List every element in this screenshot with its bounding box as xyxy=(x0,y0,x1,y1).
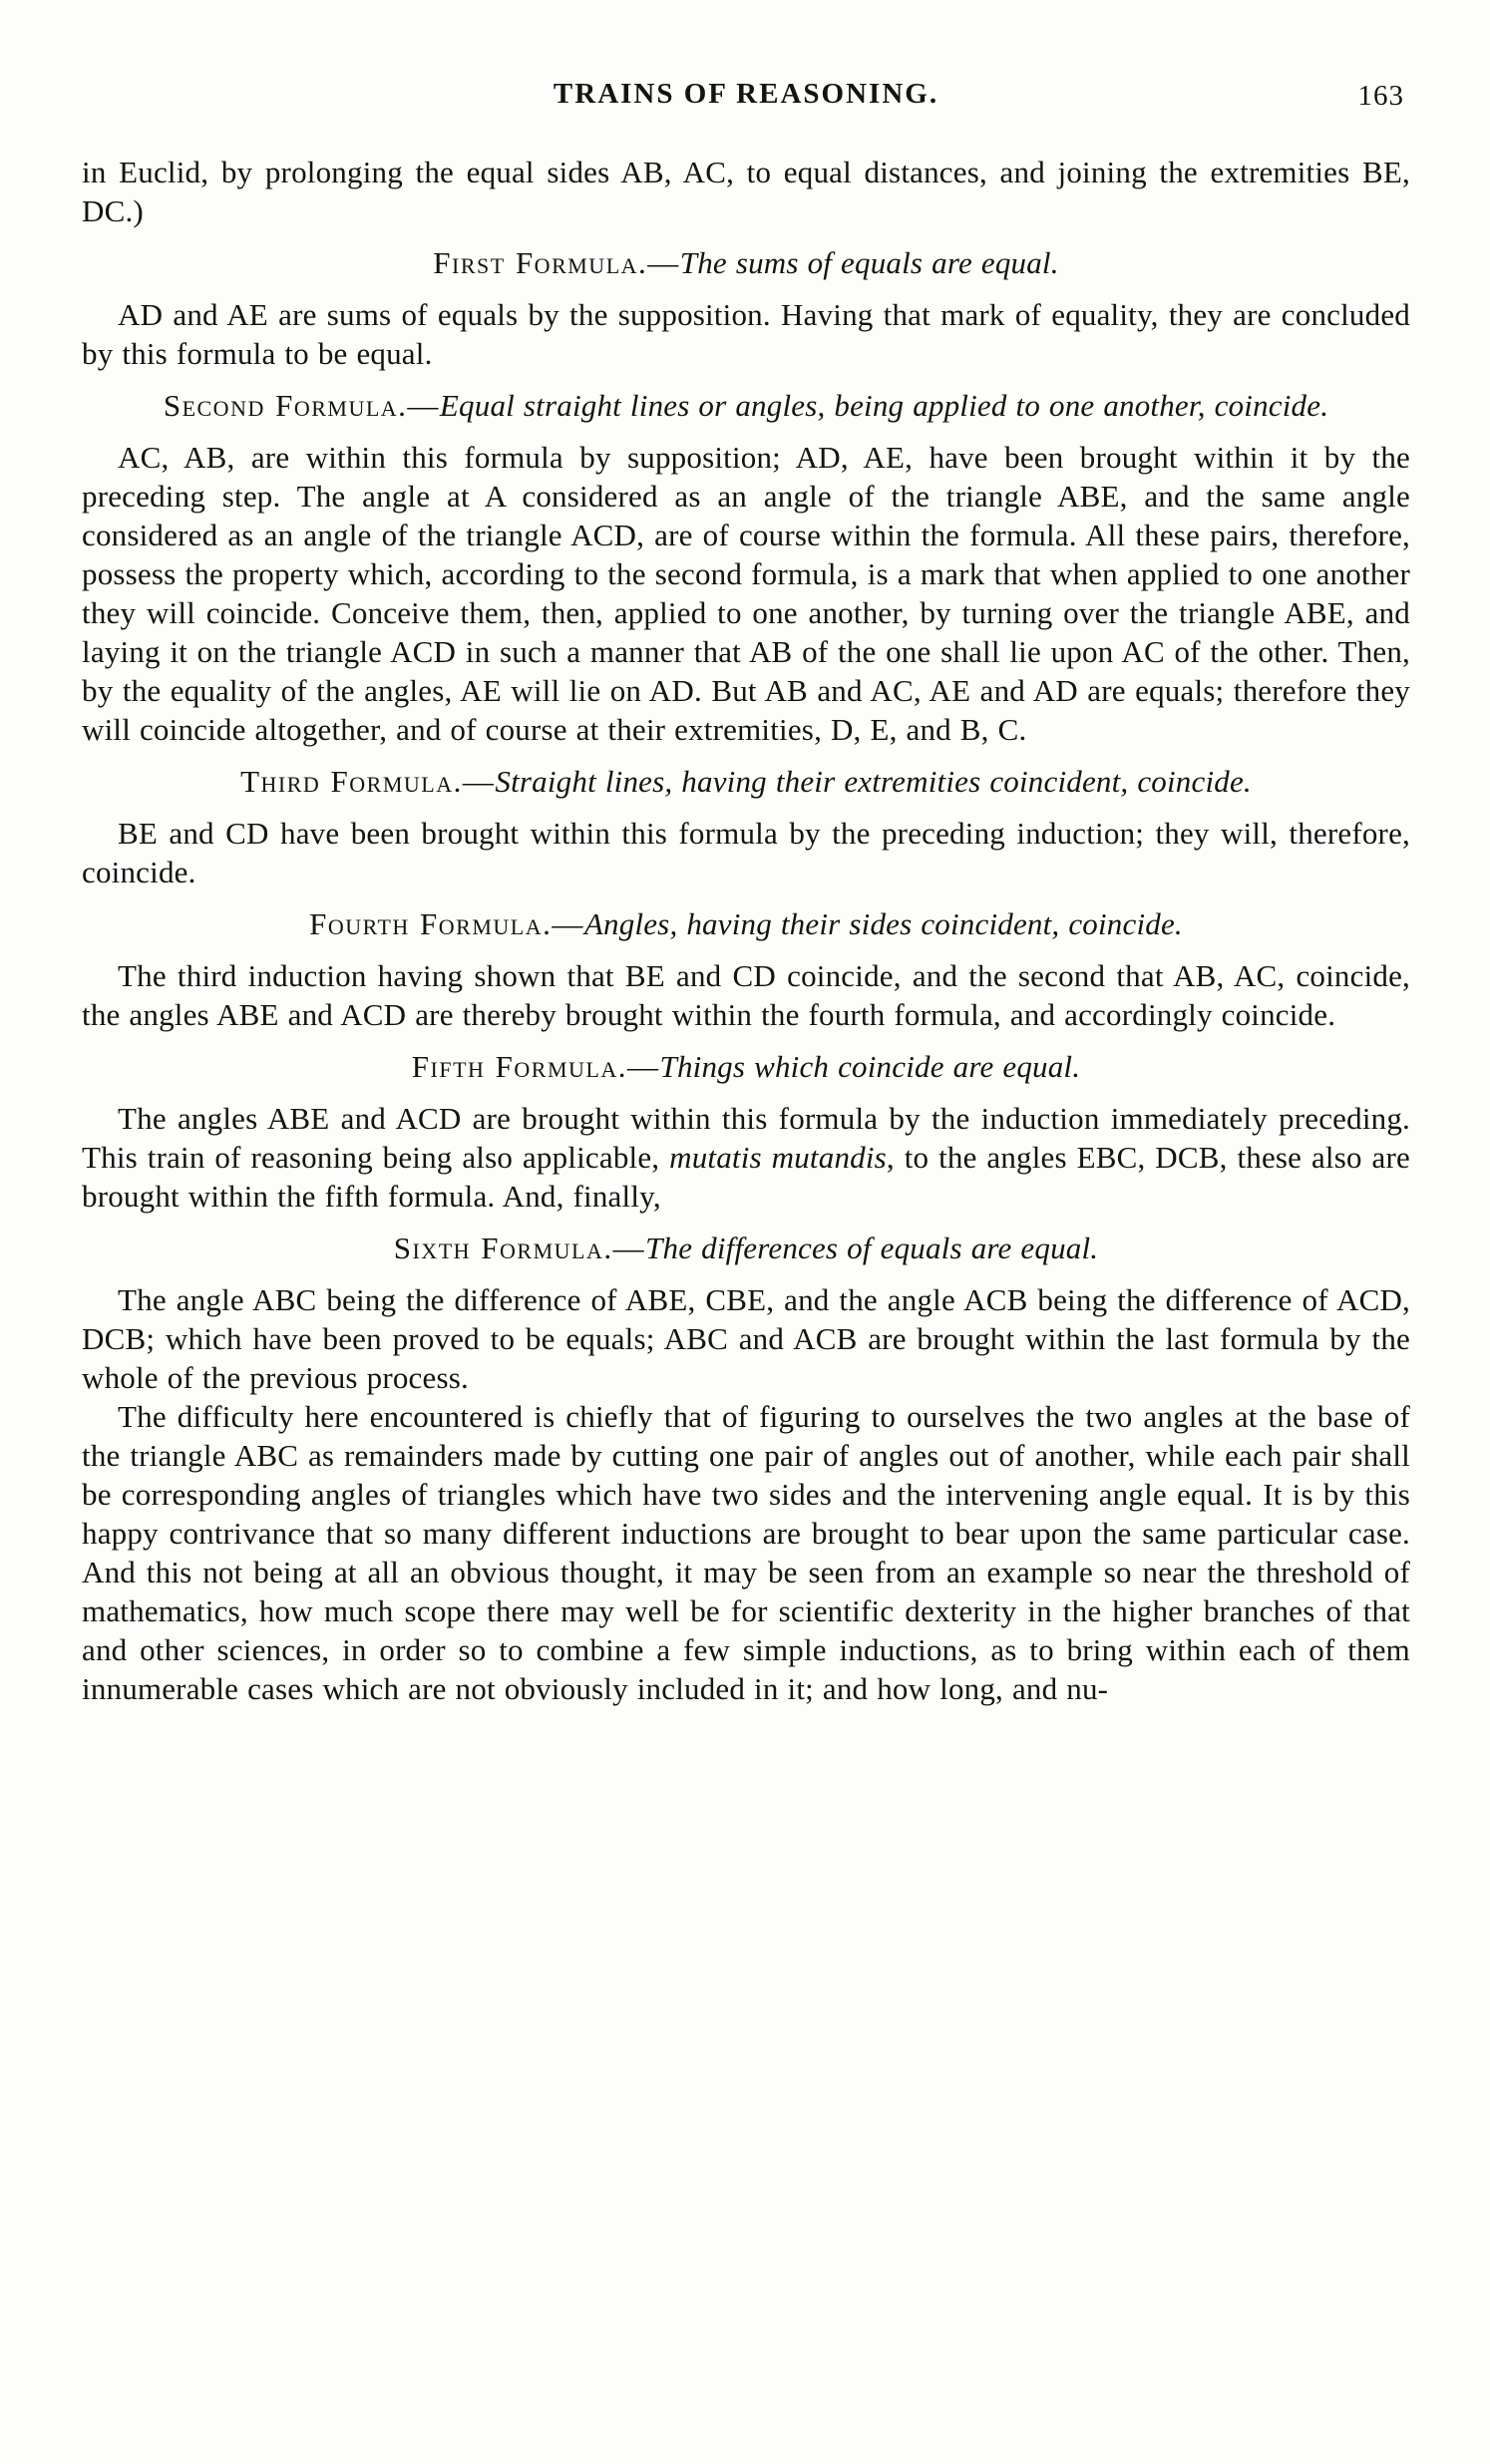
formula-text: Equal straight lines or angles, being applied to one another, coincide. xyxy=(439,388,1329,423)
formula-text: Straight lines, having their extremities coincident, coincide. xyxy=(495,764,1252,799)
text-segment: The difficulty here encountered is chiefly that of figuring to ourselves the two angles at the base of the triangle ABC as remainders made by cutting one pair of angles out of another, while each pair shall be corresponding angles of triangles which have two sides and the intervening angle equal. It is by this happy contrivance that so many different inductions are brought to bear upon the same particular case. And this not being at all an obvious thought, it may be seen from an example so near the threshold of mathematics, how much scope there may well be for scientific dexterity in the higher branches of that and other sciences, in order so to combine a few simple inductions, as to bring within each of them innumerable cases which are not obviously included in it; and how long, and nu- xyxy=(82,1399,1410,1706)
text-segment: The angle ABC being the difference of ABE, CBE, and the angle ACB being the difference of ACD, DCB; which have been proved to be equals; ABC and ACB are brought within the last formula by the whole of the previous process. xyxy=(82,1282,1410,1395)
text-segment: AD and AE are sums of equals by the supposition. Having that mark of equality, they are concluded by this formula to be equal. xyxy=(82,297,1410,371)
formula-heading xyxy=(112,386,1380,425)
formula-heading xyxy=(112,1047,1380,1086)
formula-heading xyxy=(112,904,1380,943)
paragraph xyxy=(82,295,1410,373)
formula-text: Things which coincide are equal. xyxy=(659,1049,1081,1084)
formula-label: Sixth Formula.— xyxy=(393,1231,646,1265)
formula-label: Third Formula.— xyxy=(240,764,496,799)
text-segment: The third induction having shown that BE and CD coincide, and the second that AB, AC, coincide, the angles ABE and ACD are thereby brought within the fourth formula, and accordingly coincide. xyxy=(82,958,1410,1032)
paragraph xyxy=(82,438,1410,749)
paragraph xyxy=(82,1397,1410,1708)
formula-text: Angles, having their sides coincident, coincide. xyxy=(583,906,1183,941)
text-segment: BE and CD have been brought within this formula by the preceding induction; they will, therefore, coincide. xyxy=(82,816,1410,889)
formula-label: First Formula.— xyxy=(433,245,680,280)
paragraph xyxy=(82,1099,1410,1216)
running-head xyxy=(82,78,1410,111)
formula-text: The sums of equals are equal. xyxy=(679,245,1059,280)
page-number: 163 xyxy=(1357,80,1404,112)
formula-label: Second Formula.— xyxy=(163,388,440,423)
page-body xyxy=(82,153,1410,1708)
text-segment: The angles ABE and ACD are brought within this formula by the induction immediately preceding. This train of reasoning being also applicable, xyxy=(82,1101,1410,1175)
formula-label: Fourth Formula.— xyxy=(309,906,584,941)
paragraph xyxy=(82,956,1410,1034)
formula-heading xyxy=(112,243,1380,282)
formula-label: Fifth Formula.— xyxy=(411,1049,660,1084)
paragraph xyxy=(82,814,1410,891)
formula-heading xyxy=(112,762,1380,801)
paragraph xyxy=(82,1280,1410,1397)
formula-heading xyxy=(112,1229,1380,1267)
page-title: TRAINS OF REASONING. xyxy=(553,78,939,110)
text-segment: in Euclid, by prolonging the equal sides AB, AC, to equal distances, and joining the extremities BE, DC.) xyxy=(82,155,1410,228)
italic-phrase: mutatis mutandis xyxy=(669,1140,887,1175)
formula-text: The differences of equals are equal. xyxy=(645,1231,1099,1265)
paragraph xyxy=(82,153,1410,230)
text-segment: AC, AB, are within this formula by supposition; AD, AE, have been brought within it by the preceding step. The angle at A considered as an angle of the triangle ABE, and the same angle considered as an angle of the triangle ACD, are of course within the formula. All these pairs, therefore, possess the property which, according to the second formula, is a mark that when applied to one another they will coincide. Conceive them, then, applied to one another, by turning over the triangle ABE, and laying it on the triangle ACD in such a manner that AB of the one shall lie upon AC of the other. Then, by the equality of the angles, AE will lie on AD. But AB and AC, AE and AD are equals; therefore they will coincide altogether, and of course at their extremities, D, E, and B, C. xyxy=(82,440,1410,747)
text-segment: , to the angles EBC, DCB, these also are brought within the fifth formula. And, finally, xyxy=(82,1140,1410,1214)
